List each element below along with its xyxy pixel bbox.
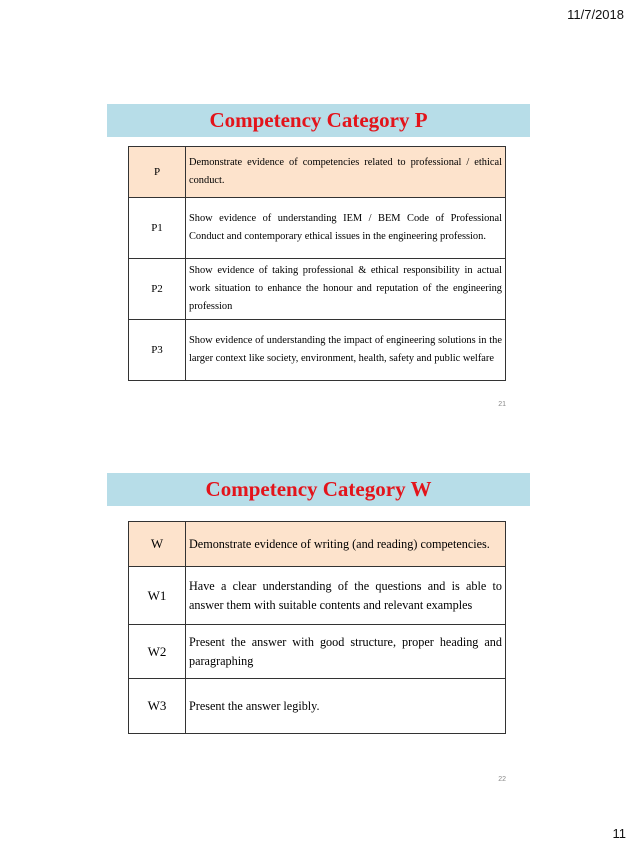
page-date: 11/7/2018 [567, 7, 624, 22]
table-row [129, 198, 506, 259]
criteria-description: Show evidence of understanding the impact of engineering solutions in the larger context like society, environment, health, safety and public welfare [186, 320, 506, 381]
criteria-code: P2 [129, 259, 186, 320]
criteria-description: Present the answer with good structure, proper heading and paragraphing [186, 625, 506, 679]
criteria-description: Have a clear understanding of the questions and is able to answer them with suitable contents and relevant examples [186, 567, 506, 625]
criteria-code: W [129, 522, 186, 567]
slide-competency-w [107, 473, 530, 783]
criteria-code: P [129, 147, 186, 198]
criteria-code: W2 [129, 625, 186, 679]
page-number: 11 [612, 826, 626, 841]
criteria-code: W1 [129, 567, 186, 625]
slide-title: Competency Category W [107, 473, 530, 506]
criteria-description: Demonstrate evidence of writing (and reading) competencies. [186, 522, 506, 567]
criteria-code: W3 [129, 679, 186, 734]
table-row [129, 320, 506, 381]
criteria-description: Show evidence of taking professional & ethical responsibility in actual work situation to enhance the honour and reputation of the engineering profession [186, 259, 506, 320]
slide-title: Competency Category P [107, 104, 530, 137]
table-row [129, 259, 506, 320]
competency-table [128, 146, 506, 381]
table-header-row [129, 147, 506, 198]
criteria-code: P3 [129, 320, 186, 381]
table-header-row [129, 522, 506, 567]
table-row [129, 567, 506, 625]
criteria-description: Show evidence of understanding IEM / BEM Code of Professional Conduct and contemporary ethical issues in the engineering profession. [186, 198, 506, 259]
table-row [129, 625, 506, 679]
criteria-description: Demonstrate evidence of competencies related to professional / ethical conduct. [186, 147, 506, 198]
table-row [129, 679, 506, 734]
competency-table [128, 521, 506, 734]
criteria-code: P1 [129, 198, 186, 259]
slide-competency-p [107, 104, 530, 408]
criteria-description: Present the answer legibly. [186, 679, 506, 734]
slide-number: 22 [498, 776, 506, 783]
slide-number: 21 [498, 401, 506, 408]
